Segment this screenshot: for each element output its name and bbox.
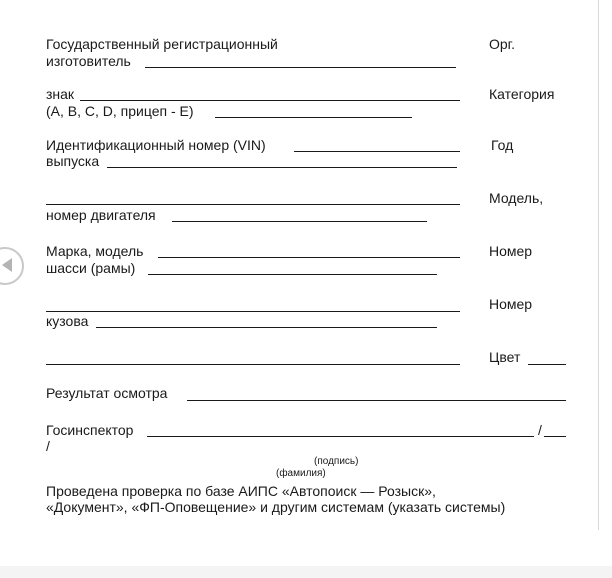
database-check-line-1: Проведена проверка по базе АИПС «Автопоиск — Розыск», [46,483,436,499]
model-label: Модель, [489,190,544,206]
number-label-1: Номер [489,243,533,259]
vin-label: Идентификационный номер (VIN) [46,137,266,153]
body-number-blank-1 [46,311,460,312]
number-label-2: Номер [489,296,533,312]
chassis-label: шасси (рамы) [46,260,136,276]
surname-blank [544,436,566,437]
slash-separator: / [538,422,542,438]
color-blank-2 [528,364,566,365]
previous-page-button[interactable] [0,247,24,285]
category-blank [215,117,412,118]
vypuska-label: выпуска [46,153,100,169]
engine-number-blank [172,221,427,222]
signature-caption: (подпись) [314,456,359,467]
page-edge-divider [598,0,599,530]
manufacturer-blank [145,67,456,68]
reg-label-2: изготовитель [46,53,131,69]
color-label: Цвет [489,349,521,365]
org-label: Орг. [489,36,515,52]
slash-separator-2: / [46,438,50,454]
category-values: (A, B, C, D, прицеп - E) [46,103,194,119]
engine-number-label: номер двигателя [46,207,156,223]
znak-label: знак [46,86,75,102]
inspection-result-label: Результат осмотра [46,385,168,401]
make-model-blank [158,257,460,258]
chassis-blank [148,274,437,275]
make-model-label: Марка, модель [46,243,144,259]
surname-caption: (фамилия) [276,468,326,479]
database-check-line-2: «Документ», «ФП-Оповещение» и другим системам (указать системы) [46,499,506,515]
chevron-left-icon [2,258,13,272]
body-label: кузова [46,313,89,329]
category-label: Категория [489,86,555,102]
inspector-label: Госинспектор [46,422,134,438]
reg-label-1: Государственный регистрационный [46,36,278,52]
year-blank [107,167,457,168]
inspection-result-blank [187,400,566,401]
signature-blank [147,436,534,437]
color-blank-1 [46,364,460,365]
vin-blank [294,151,460,152]
body-number-blank-2 [96,327,437,328]
bottom-band [0,566,612,578]
year-label: Год [491,137,514,153]
model-blank [46,204,460,205]
reg-plate-blank [80,100,460,101]
